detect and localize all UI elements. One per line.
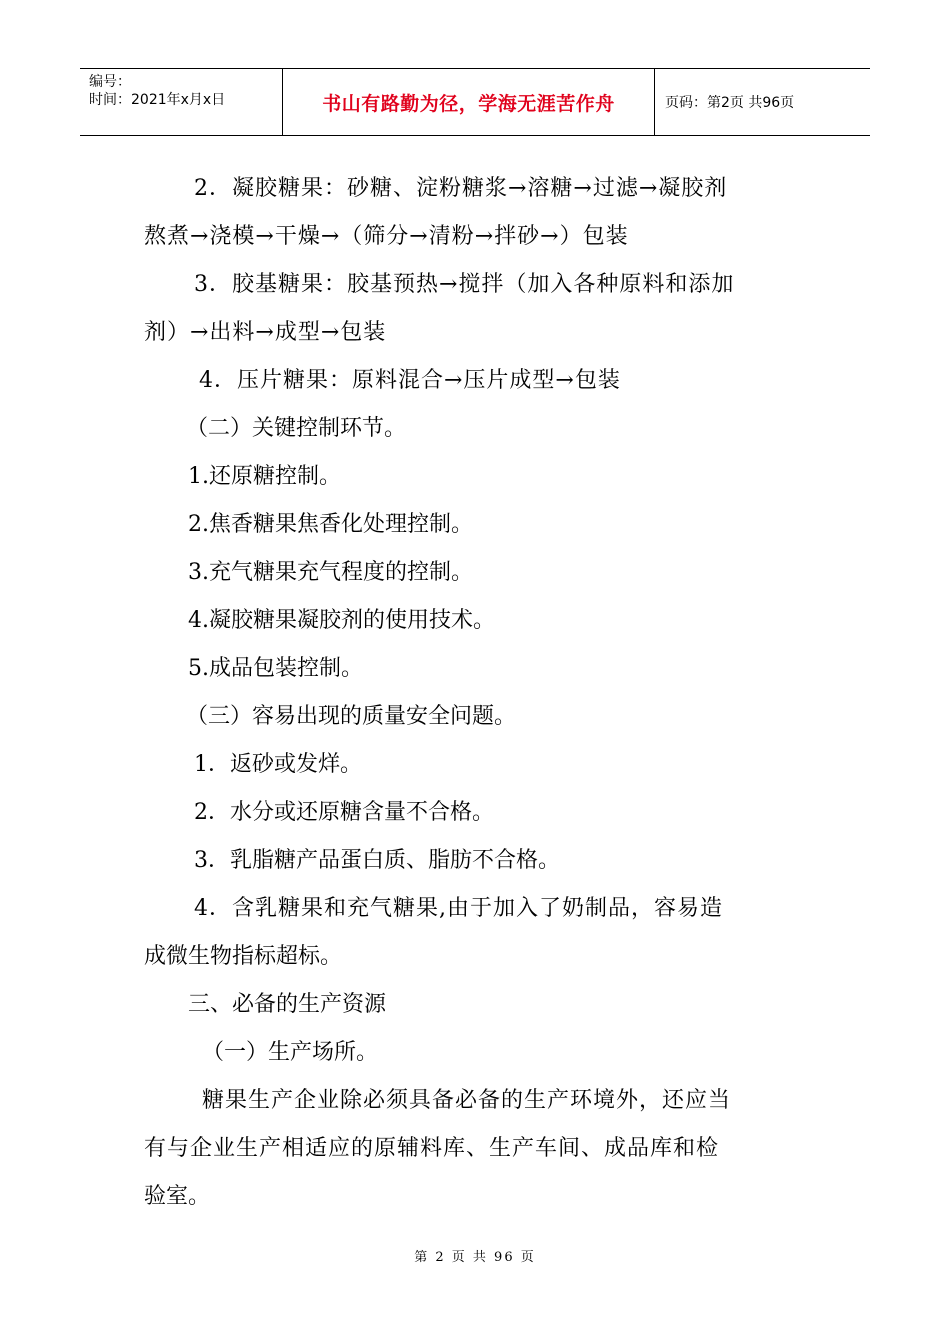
list-item: 5.成品包装控制。 <box>188 656 363 681</box>
body-line: 成微生物指标超标。 <box>144 944 343 969</box>
list-item: 3.充气糖果充气程度的控制。 <box>188 560 473 585</box>
list-item: 4.凝胶糖果凝胶剂的使用技术。 <box>188 608 495 633</box>
body-line: 熬煮→浇模→干燥→（筛分→清粉→拌砂→）包装 <box>144 224 629 249</box>
list-item: 2．水分或还原糖含量不合格。 <box>194 800 494 825</box>
header-motto-cell <box>283 69 655 135</box>
list-item: 1．返砂或发烊。 <box>194 752 362 777</box>
body-line: 4．压片糖果：原料混合→压片成型→包装 <box>199 368 621 393</box>
header-motto: 书山有路勤为径，学海无涯苦作舟 <box>322 92 615 115</box>
page-header <box>80 68 870 136</box>
page-footer <box>0 1246 950 1265</box>
list-item: 3．乳脂糖产品蛋白质、脂肪不合格。 <box>194 848 560 873</box>
body-line: 剂）→出料→成型→包装 <box>144 320 387 345</box>
subsection-heading: （一）生产场所。 <box>202 1040 379 1065</box>
list-item: 4．含乳糖果和充气糖果,由于加入了奶制品，容易造 <box>194 896 723 921</box>
header-page-label: 页码：第2页 共96页 <box>665 95 795 111</box>
header-time-label: 时间：2021年x月x日 <box>89 92 226 108</box>
section-heading: 三、必备的生产资源 <box>188 992 387 1017</box>
section-heading: （三）容易出现的质量安全问题。 <box>186 704 517 729</box>
list-item: 2.焦香糖果焦香化处理控制。 <box>188 512 473 537</box>
header-page-cell <box>655 69 870 135</box>
list-item: 1.还原糖控制。 <box>188 464 341 489</box>
body-line: 2．凝胶糖果：砂糖、淀粉糖浆→溶糖→过滤→凝胶剂 <box>194 176 728 201</box>
header-meta <box>80 69 283 135</box>
body-line: 3．胶基糖果：胶基预热→搅拌（加入各种原料和添加 <box>194 272 735 297</box>
footer-page-number: 第 2 页 共 96 页 <box>414 1250 536 1265</box>
header-number-label: 编号： <box>89 74 131 90</box>
body-line: 有与企业生产相适应的原辅料库、生产车间、成品库和检 <box>144 1136 720 1161</box>
section-heading: （二）关键控制环节。 <box>186 416 407 441</box>
body-line: 糖果生产企业除必须具备必备的生产环境外，还应当 <box>202 1088 732 1113</box>
body-line: 验室。 <box>144 1184 211 1209</box>
document-body <box>144 165 809 1221</box>
